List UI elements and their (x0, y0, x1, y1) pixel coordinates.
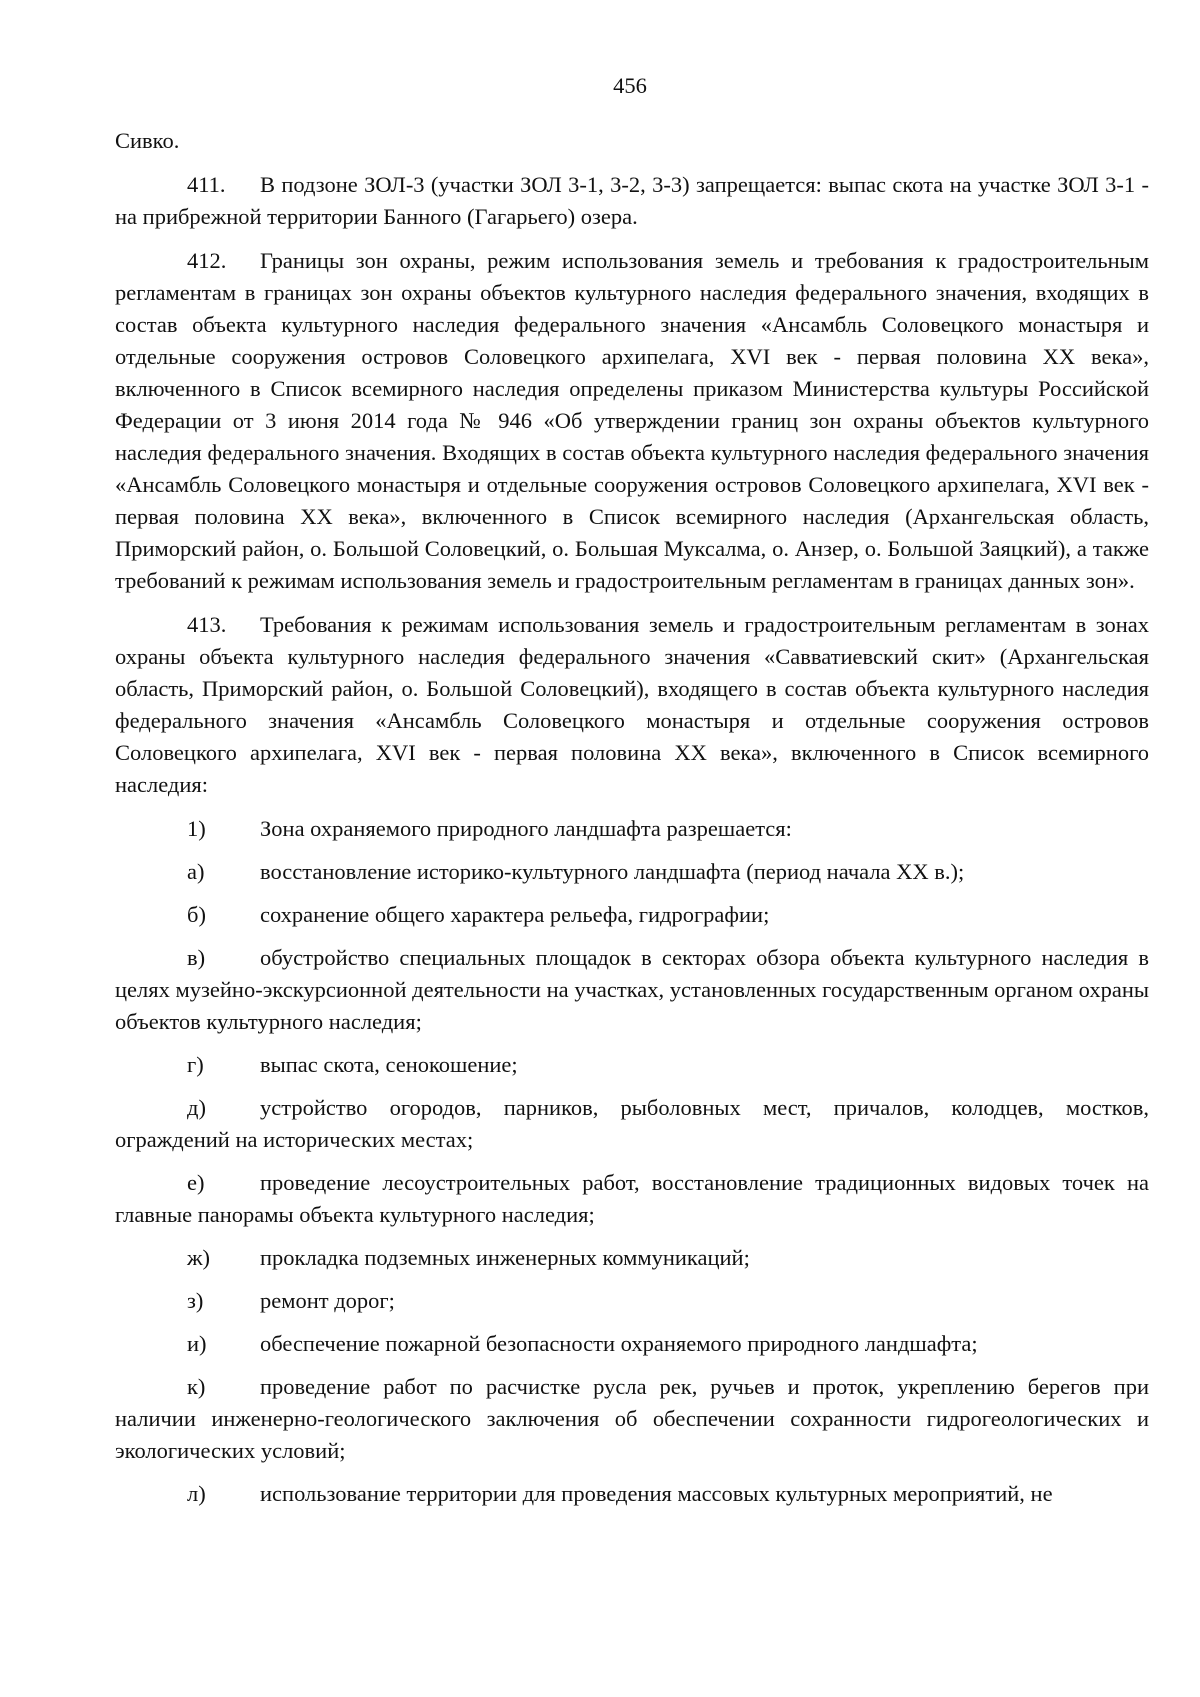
continuation-text: Сивко. (115, 128, 180, 153)
document-body (115, 125, 1149, 1521)
list-item-marker: б) (187, 902, 206, 927)
list-item (115, 1242, 1149, 1274)
paragraph-412 (115, 245, 1149, 597)
list-item (115, 1371, 1149, 1467)
paragraph-text: Границы зон охраны, режим использования земель и требования к градостроительным регламентам в границах зон охраны объектов культурного наследия федерального значения, входящих в состав объекта культурного наследия федерального значения «Ансамбль Соловецкого монастыря и отдельные сооружения островов Соловецкого архипелага, XVI век - первая половина XX века», включенного в Список всемирного наследия определены приказом Министерства культуры Российской Федерации от 3 июня 2014 года № 946 «Об утверждении границ зон охраны объектов культурного наследия федерального значения. Входящих в состав объекта культурного наследия федерального значения «Ансамбль Соловецкого монастыря и отдельные сооружения островов Соловецкого архипелага, XVI век - первая половина XX века», включенного в Список всемирного наследия (Архангельская область, Приморский район, о. Большой Соловецкий, о. Большая Муксалма, о. Анзер, о. Большой Заяцкий), а также требований к режимам использования земель и градостроительным регламентам в границах данных зон». (115, 248, 1149, 593)
paragraph-text: В подзоне ЗОЛ-3 (участки ЗОЛ 3-1, 3-2, 3-3) запрещается: выпас скота на участке ЗОЛ 3-1 - на прибрежной территории Банного (Гагарьего) озера. (115, 172, 1149, 229)
list-item (115, 1049, 1149, 1081)
page-number: 456 (613, 73, 647, 98)
list-item-text: прокладка подземных инженерных коммуникаций; (260, 1245, 750, 1270)
paragraph-number: 413. (187, 612, 227, 637)
list-item (115, 1285, 1149, 1317)
list-item (115, 1328, 1149, 1360)
list-item-marker: к) (187, 1374, 206, 1399)
list-item-text: устройство огородов, парников, рыболовных мест, причалов, колодцев, мостков, ограждений на исторических местах; (115, 1095, 1149, 1152)
list-item-marker: а) (187, 859, 205, 884)
paragraph-413 (115, 609, 1149, 801)
list-item-marker: з) (187, 1288, 204, 1313)
list-item-marker: е) (187, 1170, 205, 1195)
list-item-text: обеспечение пожарной безопасности охраняемого природного ландшафта; (260, 1331, 978, 1356)
list-item-text: выпас скота, сенокошение; (260, 1052, 518, 1077)
list-item (115, 1167, 1149, 1231)
paragraph-411 (115, 169, 1149, 233)
list-item (115, 942, 1149, 1038)
list-item (115, 1478, 1149, 1510)
list-item (115, 856, 1149, 888)
list-item-marker: 1) (187, 816, 206, 841)
list-item-marker: и) (187, 1331, 207, 1356)
list-item-text: ремонт дорог; (260, 1288, 395, 1313)
list-item-text: использование территории для проведения массовых культурных мероприятий, не (260, 1481, 1053, 1506)
list-item (115, 899, 1149, 931)
list-item-marker: д) (187, 1095, 206, 1120)
list-item-marker: л) (187, 1481, 206, 1506)
list-item (115, 813, 1149, 845)
list-item-text: проведение лесоустроительных работ, восстановление традиционных видовых точек на главные панорамы объекта культурного наследия; (115, 1170, 1149, 1227)
list-item-text: проведение работ по расчистке русла рек, ручьев и проток, укреплению берегов при наличии инженерно-геологического заключения об обеспечении сохранности гидрогеологических и экологических условий; (115, 1374, 1149, 1463)
list-item-text: сохранение общего характера рельефа, гидрографии; (260, 902, 770, 927)
list-item-marker: в) (187, 945, 206, 970)
list-item-text: Зона охраняемого природного ландшафта разрешается: (260, 816, 792, 841)
paragraph-number: 412. (187, 248, 227, 273)
list-item-marker: г) (187, 1052, 204, 1077)
list-item (115, 1092, 1149, 1156)
list-item-text: восстановление историко-культурного ландшафта (период начала XX в.); (260, 859, 965, 884)
list-item-text: обустройство специальных площадок в секторах обзора объекта культурного наследия в целях музейно-экскурсионной деятельности на участках, установленных государственным органом охраны объектов культурного наследия; (115, 945, 1149, 1034)
paragraph-text: Требования к режимам использования земель и градостроительным регламентам в зонах охраны объекта культурного наследия федерального значения «Савватиевский скит» (Архангельская область, Приморский район, о. Большой Соловецкий), входящего в состав объекта культурного наследия федерального значения «Ансамбль Соловецкого монастыря и отдельные сооружения островов Соловецкого архипелага, XVI век - первая половина XX века», включенного в Список всемирного наследия: (115, 612, 1149, 797)
paragraph-number: 411. (187, 172, 226, 197)
list-item-marker: ж) (187, 1245, 211, 1270)
